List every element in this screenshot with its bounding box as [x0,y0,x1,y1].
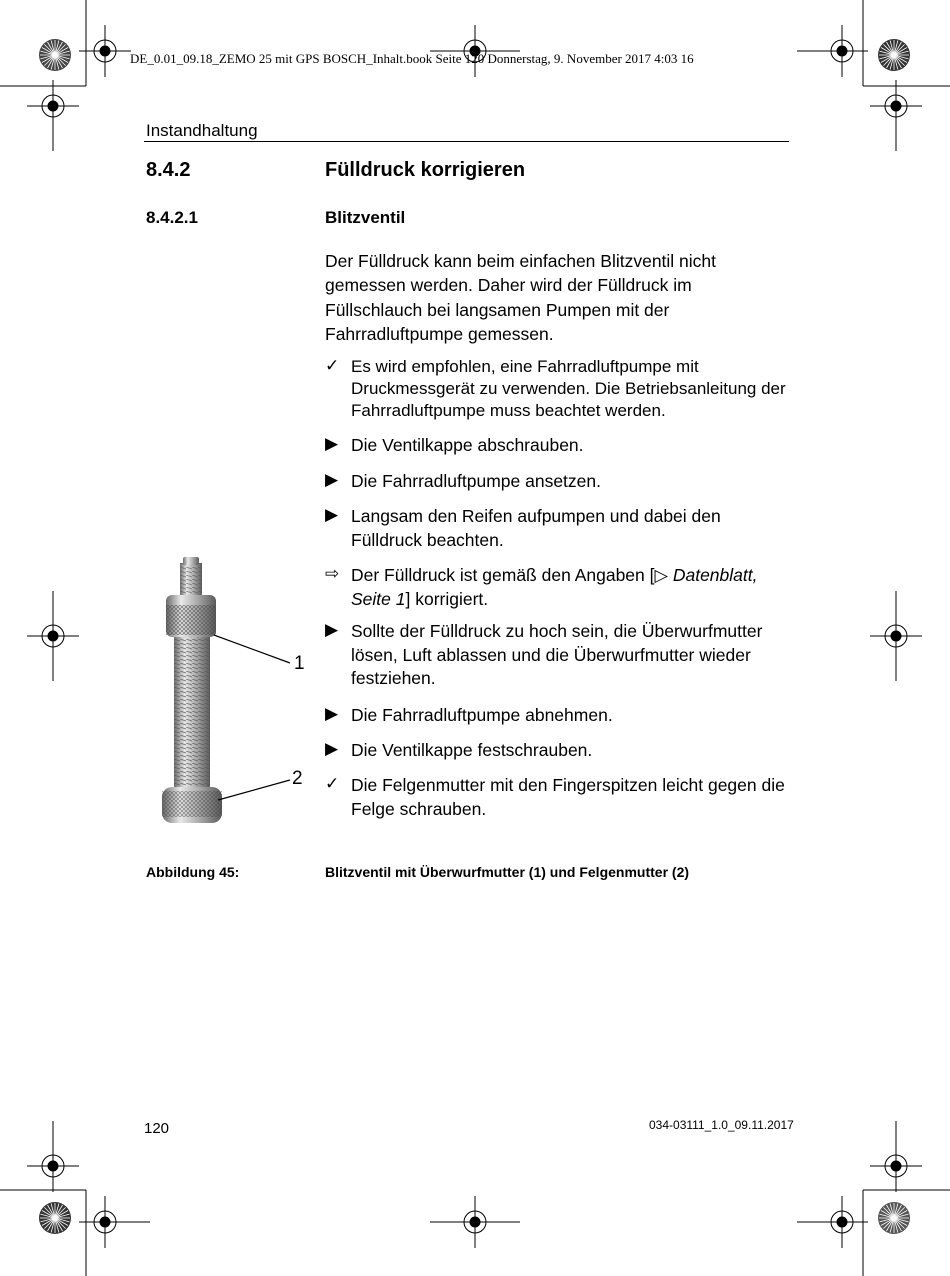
subsection-number: 8.4.2.1 [146,208,198,227]
page-number: 120 [144,1120,170,1137]
step-text: Die Ventilkappe abschrauben. [351,435,584,455]
list-item [325,356,790,422]
step-text: Die Fahrradluftpumpe abnehmen. [351,705,613,725]
callout-label: 2 [292,768,303,789]
checkmark-icon: ✓ [325,356,340,375]
triangle-bullet-icon: ▶ [325,505,339,524]
cross-reference-icon: ▷ [654,565,668,585]
step-text: ] korrigiert. [405,588,489,609]
list-item [325,434,790,458]
section-title: Fülldruck korrigieren [325,159,526,181]
list-item [325,739,790,763]
result-arrow-icon: ⇨ [325,564,340,583]
step-text: Es wird empfohlen, eine Fahrradluftpumpe mit Druckmessgerät zu verwenden. Die Betriebsanleitung der Fahrradluftpumpe muss beachtet werden. [351,357,786,420]
step-text: Sollte der Fülldruck zu hoch sein, die Überwurfmutter lösen, Luft ablassen und die Überwurfmutter wieder festziehen. [351,621,763,688]
list-item-result [325,564,790,611]
header-rule [144,141,789,142]
step-text: Der Fülldruck ist gemäß den Angaben [ [351,565,655,585]
triangle-bullet-icon: ▶ [325,470,339,489]
triangle-bullet-icon: ▶ [325,434,339,453]
triangle-bullet-icon: ▶ [325,620,339,639]
list-item [325,470,790,494]
print-job-info: DE_0.01_09.18_ZEMO 25 mit GPS BOSCH_Inhalt.book Seite 120 Donnerstag, 9. November 2017 4:03 16 [130,51,694,66]
step-text: Die Fahrradluftpumpe ansetzen. [351,471,601,491]
list-item [325,505,790,552]
callout-label: 1 [294,653,305,674]
cross-reference-link[interactable]: Datenblatt, Seite 1 [351,565,758,609]
section-number: 8.4.2 [146,159,191,181]
step-text: Langsam den Reifen aufpumpen und dabei den Fülldruck beachten. [351,506,721,550]
list-item [325,774,790,821]
checkmark-icon: ✓ [325,774,340,793]
document-id: 034-03111_1.0_09.11.2017 [649,1118,794,1132]
list-item [325,620,790,691]
step-text: Die Ventilkappe festschrauben. [351,740,593,760]
triangle-bullet-icon: ▶ [325,739,339,758]
figure-caption-text: Blitzventil mit Überwurfmutter (1) und Felgenmutter (2) [325,864,690,880]
running-header: Instandhaltung [146,121,258,140]
intro-paragraph: Der Fülldruck kann beim einfachen Blitzventil nicht gemessen werden. Daher wird der Fülldruck im Füllschlauch bei langsamen Pumpen mit der Fahrradluftpumpe gemessen. [325,251,717,344]
triangle-bullet-icon: ▶ [325,704,339,723]
subsection-title: Blitzventil [325,208,406,227]
list-item [325,704,790,728]
step-text: Die Felgenmutter mit den Fingerspitzen leicht gegen die Felge schrauben. [351,775,785,819]
figure-caption-label: Abbildung 45: [146,864,240,880]
